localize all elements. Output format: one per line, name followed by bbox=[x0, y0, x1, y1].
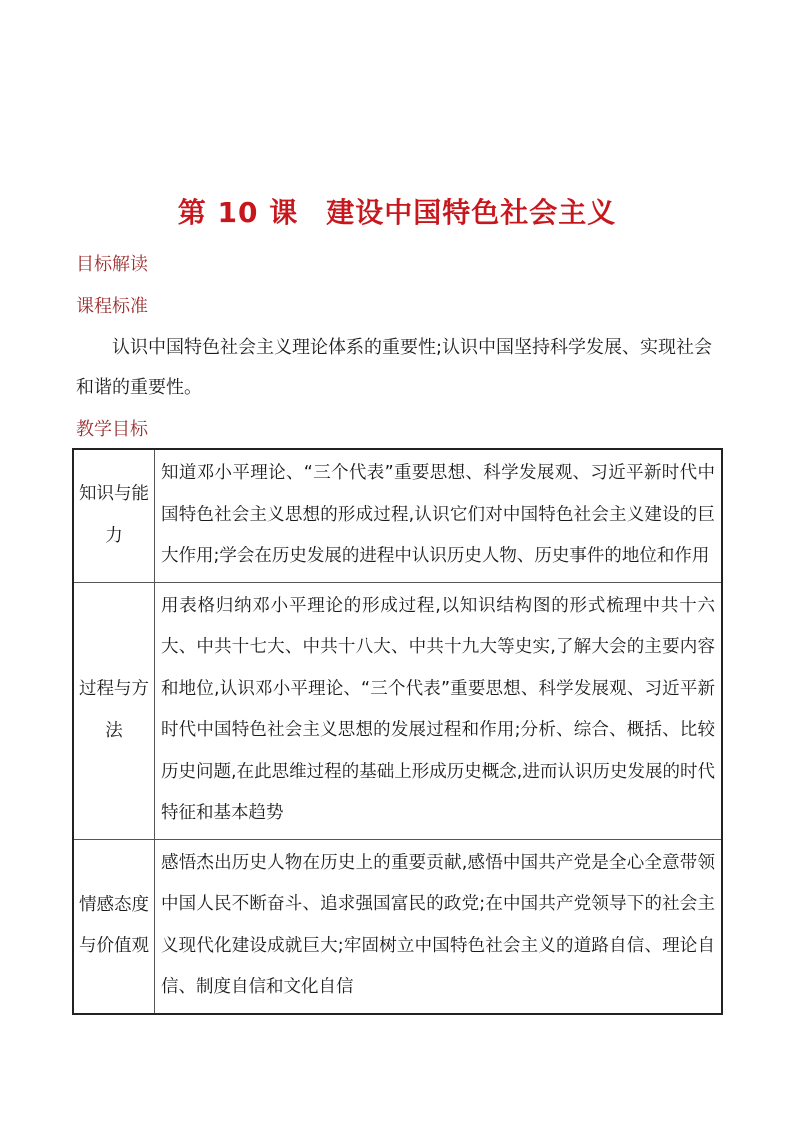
section-heading-curriculum-standard: 课程标准 bbox=[76, 296, 148, 317]
goal-content: 知道邓小平理论、“三个代表”重要思想、科学发展观、习近平新时代中国特色社会主义思想的形成过程,认识它们对中国特色社会主义建设的巨大作用;学会在历史发展的进程中认识历史人物、历史事件的地位和作用 bbox=[155, 449, 723, 582]
table-row bbox=[73, 449, 722, 582]
curriculum-standard-text: 认识中国特色社会主义理论体系的重要性;认识中国坚持科学发展、实现社会和谐的重要性。 bbox=[76, 337, 713, 398]
goal-content: 用表格归纳邓小平理论的形成过程,以知识结构图的形式梳理中共十六大、中共十七大、中共十八大、中共十九大等史实,了解大会的主要内容和地位,认识邓小平理论、“三个代表”重要思想、科学发展观、习近平新时代中国特色社会主义思想的发展过程和作用;分析、综合、概括、比较历史问题,在此思维过程的基础上形成历史概念,进而认识历史发展的时代特征和基本趋势 bbox=[155, 582, 723, 839]
table-row bbox=[73, 839, 722, 1014]
goal-category-label: 知识与能力 bbox=[73, 449, 155, 582]
goal-category-label: 情感态度与价值观 bbox=[73, 839, 155, 1014]
section-heading-teaching-goals: 教学目标 bbox=[76, 419, 148, 440]
goal-content: 感悟杰出历史人物在历史上的重要贡献,感悟中国共产党是全心全意带领中国人民不断奋斗、追求强国富民的政党;在中国共产党领导下的社会主义现代化建设成就巨大;牢固树立中国特色社会主义的道路自信、理论自信、制度自信和文化自信 bbox=[155, 839, 723, 1014]
teaching-goals-table bbox=[72, 448, 723, 1015]
goal-category-label: 过程与方法 bbox=[73, 582, 155, 839]
page-title bbox=[0, 193, 794, 233]
table-row bbox=[73, 582, 722, 839]
lesson-name: 建设中国特色社会主义 bbox=[326, 196, 617, 229]
section-heading-target-reading: 目标解读 bbox=[76, 254, 148, 275]
lesson-number: 第 10 课 bbox=[177, 196, 299, 229]
